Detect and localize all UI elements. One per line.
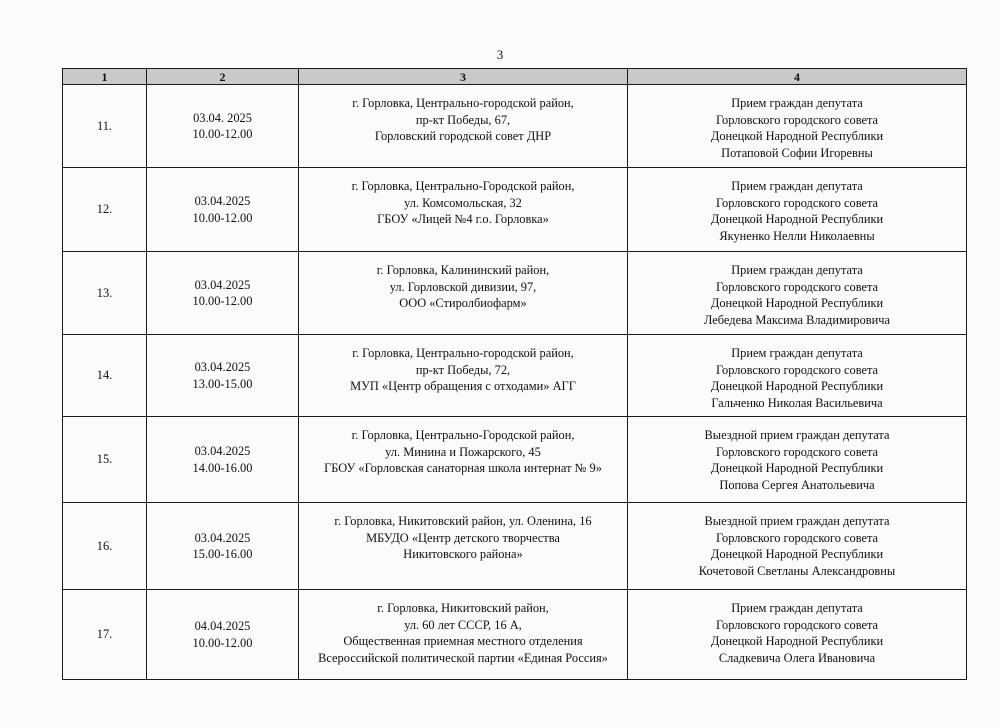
row-time: 10.00-12.00 bbox=[192, 294, 253, 308]
row-event bbox=[628, 417, 967, 503]
event-line: Кочетовой Светланы Александровны bbox=[698, 563, 896, 578]
row-event bbox=[628, 85, 967, 168]
row-event bbox=[628, 335, 967, 417]
row-time: 10.00-12.00 bbox=[192, 635, 253, 650]
row-number: 17. bbox=[63, 590, 147, 680]
event-line: Донецкой Народной Республики bbox=[710, 634, 884, 648]
row-time: 15.00-16.00 bbox=[192, 547, 253, 561]
row-event bbox=[628, 168, 967, 252]
event-line: Горловского городского совета bbox=[715, 617, 879, 632]
place-line: ГБОУ «Горловская санаторная школа интернат № 9» bbox=[324, 461, 602, 475]
row-datetime bbox=[147, 85, 299, 168]
page-number: 3 bbox=[496, 47, 504, 62]
row-date: 03.04.2025 bbox=[194, 360, 251, 374]
row-time: 10.00-12.00 bbox=[192, 210, 253, 225]
event-line: Горловского городского совета bbox=[715, 279, 879, 294]
place-line: МУП «Центр обращения с отходами» АГГ bbox=[350, 379, 576, 393]
row-date: 03.04.2025 bbox=[194, 194, 251, 208]
row-date: 03.04.2025 bbox=[194, 530, 251, 545]
row-number: 16. bbox=[63, 503, 147, 590]
row-datetime bbox=[147, 168, 299, 252]
row-date: 03.04.2025 bbox=[194, 444, 251, 458]
row-time: 10.00-12.00 bbox=[192, 127, 253, 141]
place-line: г. Горловка, Никитовский район, ул. Оленина, 16 bbox=[334, 514, 592, 528]
event-line: Горловского городского совета bbox=[715, 444, 879, 459]
row-place bbox=[299, 503, 628, 590]
row-event bbox=[628, 503, 967, 590]
row-number: 12. bbox=[63, 168, 147, 252]
place-line: ГБОУ «Лицей №4 г.о. Горловка» bbox=[377, 212, 549, 226]
row-place bbox=[299, 417, 628, 503]
event-line: Донецкой Народной Республики bbox=[710, 379, 884, 393]
table-row bbox=[63, 168, 967, 252]
event-line: Попова Сергея Анатольевича bbox=[719, 477, 875, 492]
place-line: Всероссийской политической партии «Единая Россия» bbox=[318, 650, 608, 665]
header-col-4: 4 bbox=[628, 69, 967, 85]
event-line: Донецкой Народной Республики bbox=[710, 129, 884, 143]
table-row bbox=[63, 85, 967, 168]
event-line: Якуненко Нелли Николаевны bbox=[719, 228, 875, 243]
place-line: МБУДО «Центр детского творчества bbox=[366, 530, 560, 545]
place-line: Горловский городской совет ДНР bbox=[374, 129, 552, 143]
place-line: ООО «Стиролбиофарм» bbox=[399, 296, 527, 310]
row-place bbox=[299, 168, 628, 252]
row-datetime bbox=[147, 503, 299, 590]
event-line: Горловского городского совета bbox=[715, 112, 879, 127]
event-line: Донецкой Народной Республики bbox=[710, 461, 884, 475]
table-row bbox=[63, 590, 967, 680]
event-line: Донецкой Народной Республики bbox=[710, 212, 884, 226]
event-line: Прием граждан депутата bbox=[731, 601, 863, 615]
place-line: г. Горловка, Центрально-городской район, bbox=[352, 96, 574, 110]
event-line: Выездной прием граждан депутата bbox=[704, 514, 890, 528]
event-line: Сладкевича Олега Ивановича bbox=[718, 650, 876, 665]
header-col-2: 2 bbox=[147, 69, 299, 85]
header-col-3: 3 bbox=[299, 69, 628, 85]
row-place bbox=[299, 335, 628, 417]
table-row bbox=[63, 335, 967, 417]
event-line: Выездной прием граждан депутата bbox=[704, 428, 890, 442]
event-line: Потаповой Софии Игоревны bbox=[721, 145, 873, 160]
event-line: Донецкой Народной Республики bbox=[710, 296, 884, 310]
row-place bbox=[299, 590, 628, 680]
place-line: ул. Комсомольская, 32 bbox=[404, 195, 522, 210]
row-place bbox=[299, 85, 628, 168]
row-date: 03.04.2025 bbox=[194, 277, 251, 292]
place-line: Общественная приемная местного отделения bbox=[343, 634, 583, 648]
event-line: Горловского городского совета bbox=[715, 195, 879, 210]
place-line: г. Горловка, Центрально-Городской район, bbox=[351, 179, 575, 193]
row-datetime bbox=[147, 335, 299, 417]
event-line: Горловского городского совета bbox=[715, 362, 879, 377]
row-number: 15. bbox=[63, 417, 147, 503]
event-line: Прием граждан депутата bbox=[731, 346, 863, 360]
table-row bbox=[63, 417, 967, 503]
row-time: 14.00-16.00 bbox=[192, 460, 253, 475]
event-line: Прием граждан депутата bbox=[731, 179, 863, 193]
place-line: ул. 60 лет СССР, 16 А, bbox=[404, 617, 522, 632]
header-row bbox=[63, 69, 967, 85]
place-line: г. Горловка, Калининский район, bbox=[376, 263, 550, 277]
row-time: 13.00-15.00 bbox=[192, 376, 253, 391]
table-row bbox=[63, 503, 967, 590]
row-event bbox=[628, 252, 967, 335]
event-line: Прием граждан депутата bbox=[731, 263, 863, 277]
row-number: 13. bbox=[63, 252, 147, 335]
row-datetime bbox=[147, 590, 299, 680]
event-line: Донецкой Народной Республики bbox=[710, 547, 884, 561]
place-line: Никитовского района» bbox=[403, 547, 523, 561]
place-line: г. Горловка, Центрально-городской район, bbox=[352, 346, 574, 360]
event-line: Прием граждан депутата bbox=[731, 96, 863, 110]
table-body bbox=[63, 85, 967, 680]
header-col-1: 1 bbox=[63, 69, 147, 85]
place-line: г. Горловка, Центрально-Городской район, bbox=[351, 428, 575, 442]
row-number: 11. bbox=[63, 85, 147, 168]
row-place bbox=[299, 252, 628, 335]
row-date: 03.04. 2025 bbox=[193, 110, 252, 125]
row-number: 14. bbox=[63, 335, 147, 417]
place-line: г. Горловка, Никитовский район, bbox=[377, 601, 549, 615]
row-date: 04.04.2025 bbox=[194, 619, 251, 633]
event-line: Лебедева Максима Владимировича bbox=[703, 312, 891, 327]
event-line: Гальченко Николая Васильевича bbox=[711, 395, 883, 410]
schedule-table bbox=[62, 68, 967, 680]
row-event bbox=[628, 590, 967, 680]
place-line: ул. Минина и Пожарского, 45 bbox=[385, 444, 541, 459]
place-line: пр-кт Победы, 67, bbox=[415, 112, 511, 127]
table-row bbox=[63, 252, 967, 335]
event-line: Горловского городского совета bbox=[715, 530, 879, 545]
row-datetime bbox=[147, 252, 299, 335]
place-line: пр-кт Победы, 72, bbox=[415, 362, 511, 377]
place-line: ул. Горловской дивизии, 97, bbox=[389, 279, 537, 294]
row-datetime bbox=[147, 417, 299, 503]
